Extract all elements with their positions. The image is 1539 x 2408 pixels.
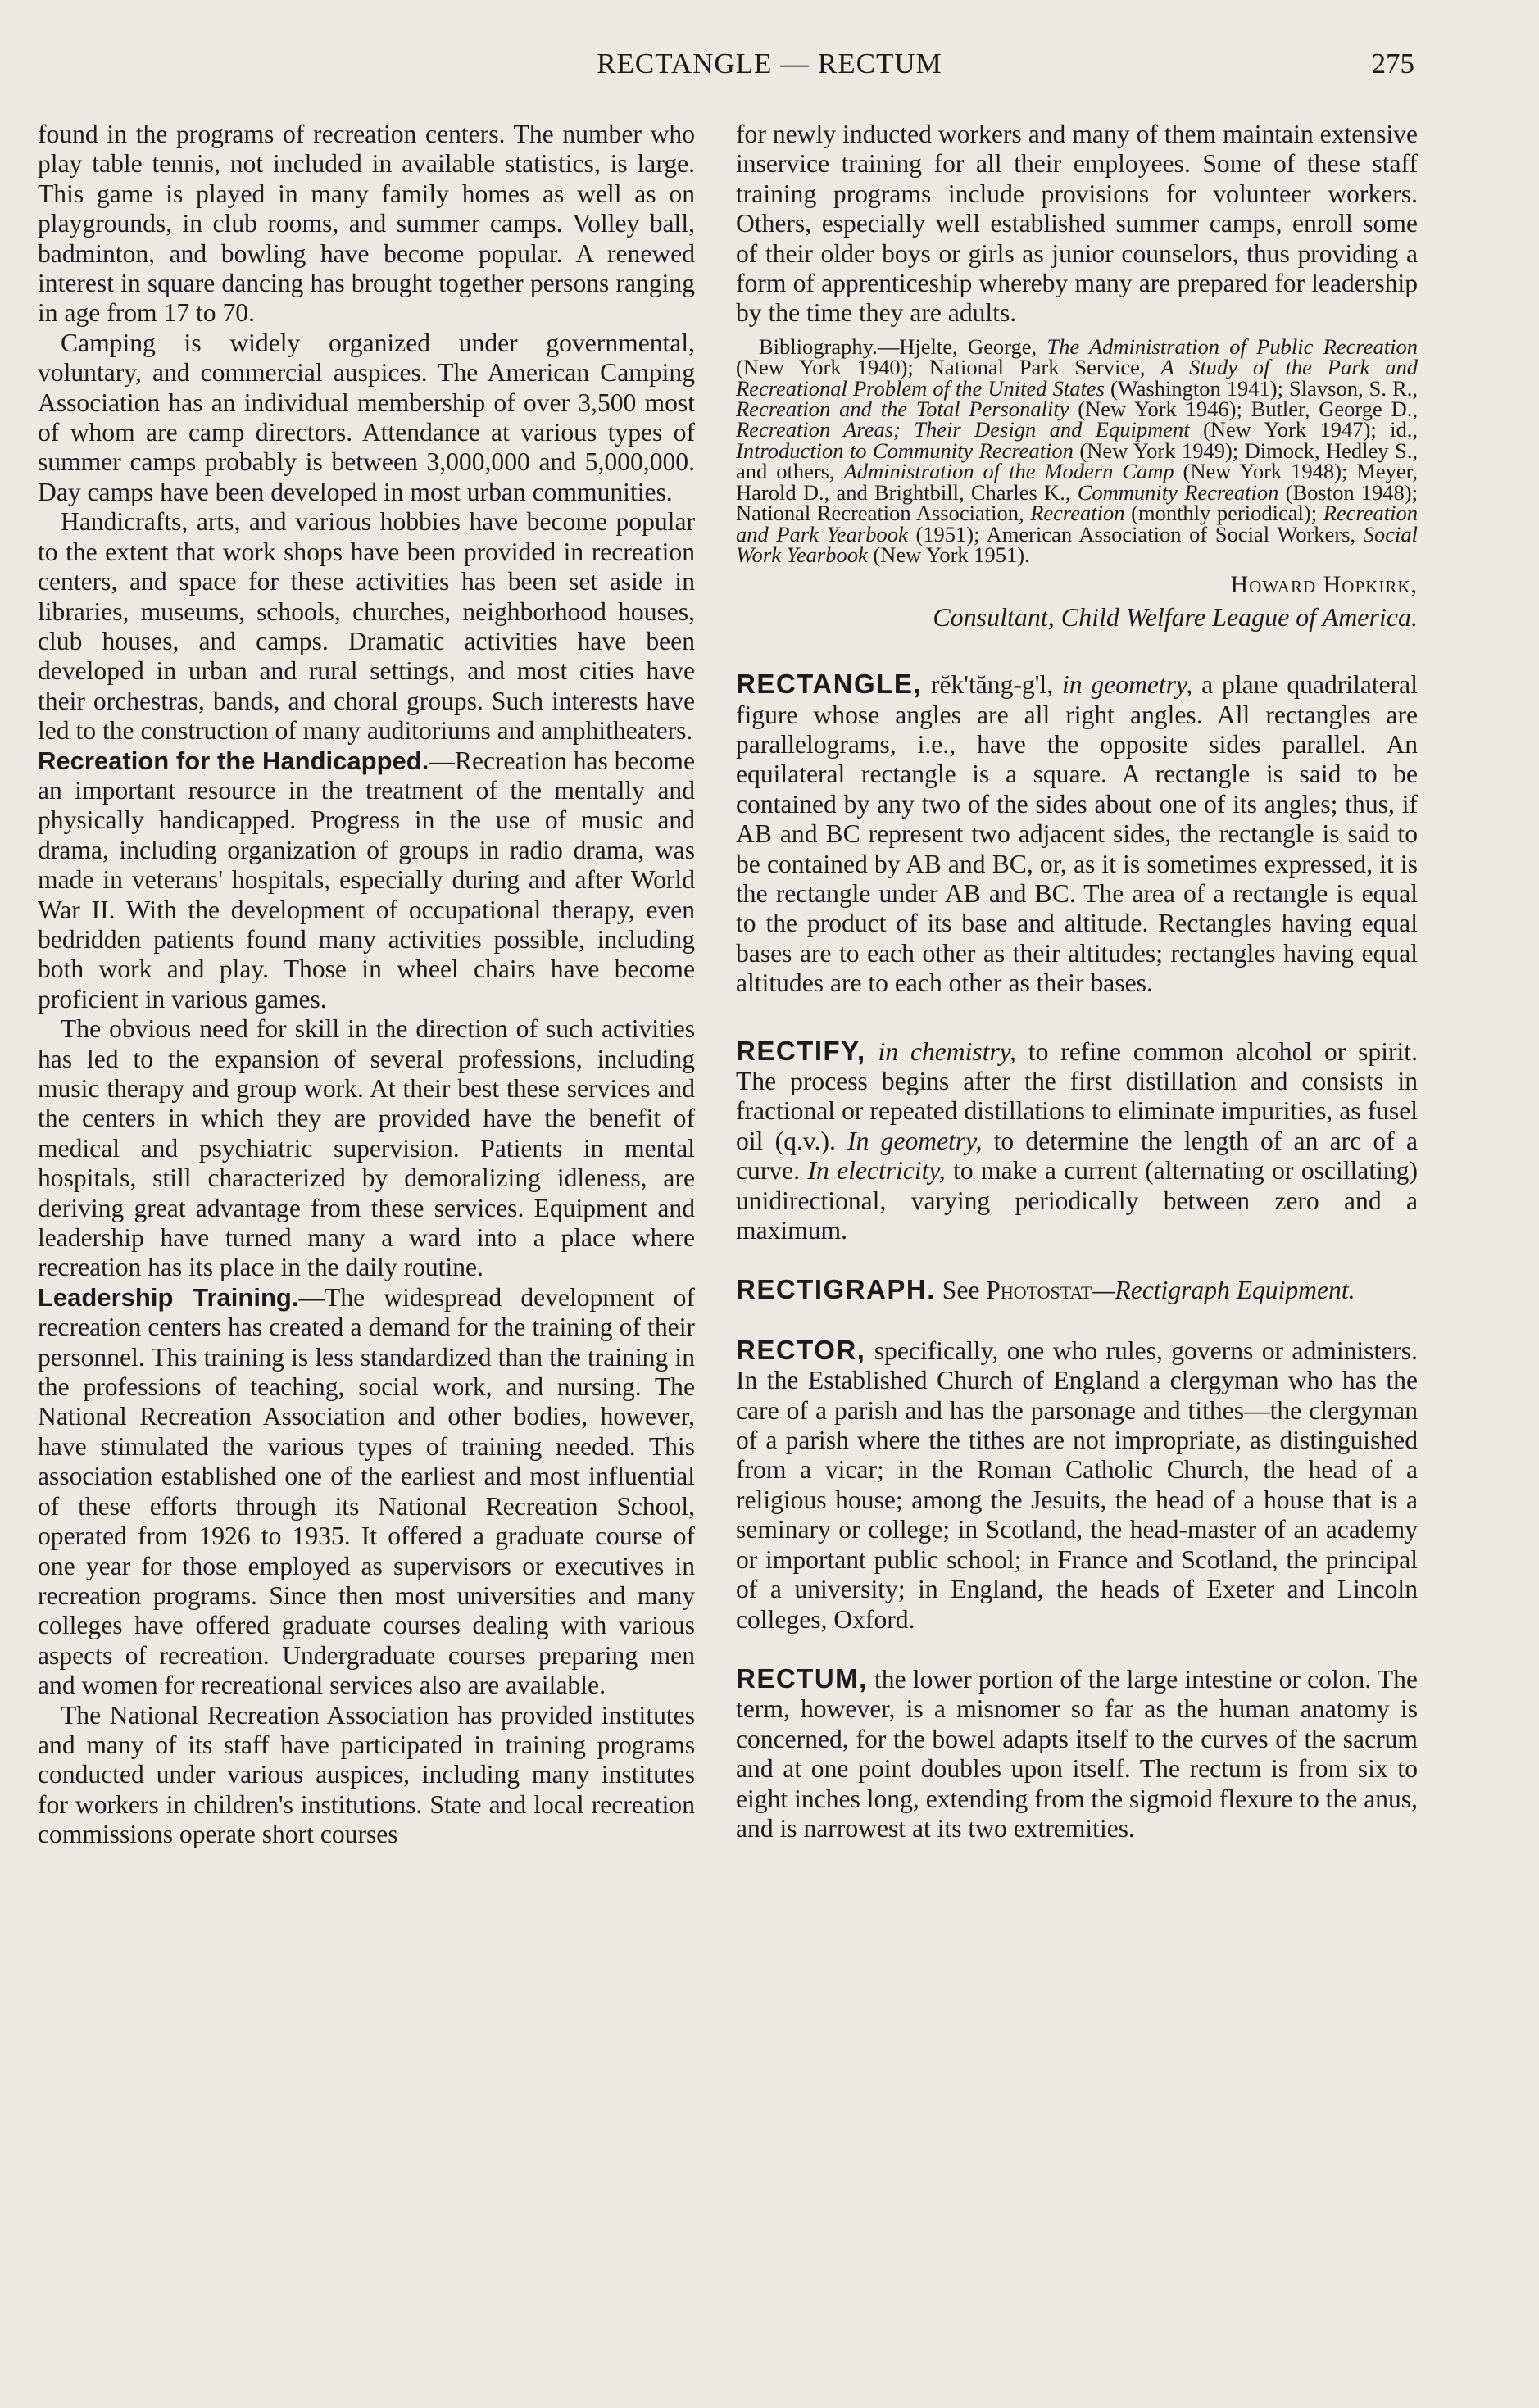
- paragraph-text: —The widespread development of recreation centers has created a demand for the training of their personnel. This training is less standardized than the training in the professions of teaching, social work, and nursing. The National Recreation Association and other bodies, however, have stimulated the various types of training needed. This association established one of the earliest and most influential of these efforts through its National Recreation School, operated from 1926 to 1935. It offered a graduate course of one year for those employed as supervisors or executives in recreation programs. Since then most universities and many colleges have offered graduate courses dealing with various aspects of recreation. Undergraduate courses preparing men and women for recreational services also are available.: [38, 1282, 695, 1700]
- headword: RECTOR,: [736, 1334, 866, 1365]
- headword: RECTIGRAPH.: [736, 1274, 936, 1305]
- bib-title: Community Recreation: [1077, 479, 1279, 505]
- subheading: Recreation for the Handicapped.: [38, 746, 429, 775]
- headword: RECTANGLE,: [736, 669, 923, 700]
- paragraph: The National Recreation Association has provided institutes and many of its staff have participated in training programs conducted under various auspices, including many institutes for workers in children's institutions. State and local recreation commissions operate short courses: [38, 1700, 695, 1849]
- bibliography-label: Bibliography.: [759, 333, 878, 359]
- paragraph: The obvious need for skill in the direction of such activities has led to the expansion of several professions, including music therapy and group work. At their best these services and the centers in which they are provided have the benefit of medical and psychiatric supervision. Patients in mental hospitals, still characterized by demoralizing idleness, are deriving great advantage from these services. Equipment and leadership have turned many a ward into a place where recreation has its place in the daily routine.: [38, 1014, 695, 1282]
- bib-text: —Hjelte, George,: [877, 333, 1047, 359]
- bib-title: Recreation and the Total Personality: [736, 397, 1069, 422]
- bib-text: (Washington 1941); Slavson, S. R.,: [1104, 375, 1418, 401]
- headword: RECTIFY,: [736, 1035, 866, 1066]
- entry-text: specifically, one who rules, governs or administers. In the Established Church of England a clergyman who has the care of a parish and has the parsonage and tithes—the clergyman of a parish where the tithes are not impropriate, as distinguished from a vicar; in the Roman Catholic Church, the head of a religious house; among the Jesuits, the head of a house that is a seminary or college; in Scotland, the head-master of an academy or important public school; in France and Scotland, the principal of a university; in England, the heads of Exeter and Lincoln colleges, Oxford.: [736, 1336, 1418, 1634]
- author-affiliation: Consultant, Child Welfare League of America.: [933, 601, 1418, 632]
- entry-text: to refine common alcohol or spirit. The process begins after the first distillation and consists in fractional or repeated distillations to eliminate impurities, as fusel oil (q.v.).: [736, 1036, 1418, 1155]
- entry-rectigraph: [736, 1275, 1418, 1305]
- bibliography: [736, 333, 1419, 567]
- bib-text: (New York 1946); Butler, George D.,: [1069, 397, 1418, 422]
- section-leadership: [38, 1283, 695, 1701]
- left-column: [38, 120, 695, 1850]
- bib-text: (New York 1949); Dimock, Hedley S., and others,: [736, 438, 1418, 484]
- entry-text: to determine the length of an arc of a curve.: [736, 1126, 1418, 1186]
- field-label: in geometry,: [1062, 670, 1193, 700]
- entry-rectangle: [736, 669, 1418, 998]
- bib-title: Recreation and Park Yearbook: [736, 501, 1418, 546]
- entry-text: to make a current (alternating or oscillating) unidirectional, varying periodically between zero and a maximum.: [736, 1156, 1418, 1245]
- headword: RECTUM,: [736, 1662, 868, 1694]
- bib-title: Recreation: [1030, 501, 1125, 526]
- paragraph: found in the programs of recreation centers. The number who play table tennis, not included in available statistics, is large. This game is played in many family homes as well as on playgrounds, in club rooms, and summer camps. Volley ball, badminton, and bowling have become popular. A renewed interest in square dancing has brought together persons ranging in age from 17 to 70.: [38, 120, 695, 328]
- paragraph: Camping is widely organized under governmental, voluntary, and commercial auspices. The American Camping Association has an individual membership of over 3,500 most of whom are camp directors. Attendance at various types of summer camps probably is between 3,000,000 and 5,000,000. Day camps have been developed in most urban communities.: [38, 328, 695, 506]
- field-label: in chemistry,: [878, 1036, 1016, 1066]
- see-text: See: [935, 1276, 987, 1305]
- bib-text: (New York 1940); National Park Service,: [736, 355, 1161, 380]
- cross-reference-sub: —Rectigraph Equipment.: [1092, 1276, 1355, 1305]
- bib-text: (New York 1947); id.,: [1189, 417, 1418, 442]
- entry-rectum: [736, 1664, 1418, 1843]
- entry-text: a plane quadrilateral figure whose angles are all right angles. All rectangles are parallelograms, i.e., have the opposite sides parallel. An equilateral rectangle is a square. A rectangle is said to be contained by any two of the sides about one of its angles; thus, if AB and BC represent two adjacent sides, the rectangle is said to be contained by AB and BC, or, as it is sometimes expressed, it is the rectangle under AB and BC. The area of a rectangle is equal to the product of its base and altitude. Rectangles having equal bases are to each other as their altitudes; rectangles having equal altitudes are to each other as their bases.: [736, 670, 1418, 998]
- running-title: RECTANGLE — RECTUM: [597, 48, 942, 79]
- section-handicapped: [38, 746, 695, 1015]
- paragraph: Handicrafts, arts, and various hobbies have become popular to the extent that work shops have been provided in recreation centers, and space for these activities has been set aside in libraries, museums, schools, churches, neighborhood houses, club houses, and camps. Dramatic activities have been developed in urban and rural settings, and most cities have their orchestras, bands, and choral groups. Such interests have led to the construction of many auditoriums and amphitheaters.: [38, 507, 695, 746]
- right-column: [736, 120, 1418, 1843]
- bib-text: (New York 1948); Meyer, Harold D., and Brightbill, Charles K.,: [736, 459, 1419, 505]
- bib-title: Social Work Yearbook: [736, 521, 1419, 567]
- bib-title: Introduction to Community Recreation: [736, 438, 1074, 463]
- bib-text: (1951); American Association of Social Workers,: [907, 521, 1364, 546]
- subheading: Leadership Training.: [38, 1282, 299, 1312]
- bib-text: (New York 1951).: [867, 542, 1030, 567]
- bib-title: Recreation Areas; Their Design and Equipment: [736, 417, 1190, 442]
- paragraph-text: —Recreation has become an important resource in the treatment of the mentally and physically handicapped. Progress in the use of music and drama, including organization of groups in radio drama, was made in veterans' hospitals, especially during and after World War II. With the development of occupational therapy, even bedridden patients found many activities possible, including both work and play. Those in wheel chairs have become proficient in various games.: [38, 746, 696, 1014]
- field-label: In electricity,: [807, 1156, 946, 1186]
- page-number: 275: [1371, 48, 1414, 79]
- entry-text: the lower portion of the large intestine or colon. The term, however, is a misnomer so far as the human anatomy is concerned, for the bowel adapts itself to the curves of the sacrum and at one point doubles upon itself. The rectum is from six to eight inches long, extending from the sigmoid flexure to the anus, and is narrowest at its two extremities.: [736, 1664, 1418, 1843]
- entry-rector: [736, 1336, 1418, 1635]
- entry-rectify: [736, 1036, 1418, 1246]
- bib-title: A Study of the Park and Recreational Problem of the United States: [736, 355, 1418, 401]
- paragraph: for newly inducted workers and many of them maintain extensive inservice training for all their employees. Some of these staff training programs include provisions for volunteer workers. Others, especially well established summer camps, enroll some of their older boys or girls as junior counselors, thus providing a form of apprenticeship whereby many are prepared for leadership by the time they are adults.: [736, 120, 1418, 328]
- author-name: Howard Hopkirk,: [1230, 571, 1418, 599]
- field-label: In geometry,: [847, 1126, 983, 1155]
- bib-text: (Boston 1948); National Recreation Association,: [736, 479, 1418, 526]
- bib-text: (monthly periodical);: [1124, 501, 1323, 526]
- bib-title: Administration of the Modern Camp: [843, 459, 1174, 484]
- cross-reference: Photostat: [986, 1276, 1092, 1305]
- pronunciation: rĕk'tăng-g'l,: [922, 670, 1062, 700]
- bib-title: The Administration of Public Recreation: [1046, 333, 1418, 359]
